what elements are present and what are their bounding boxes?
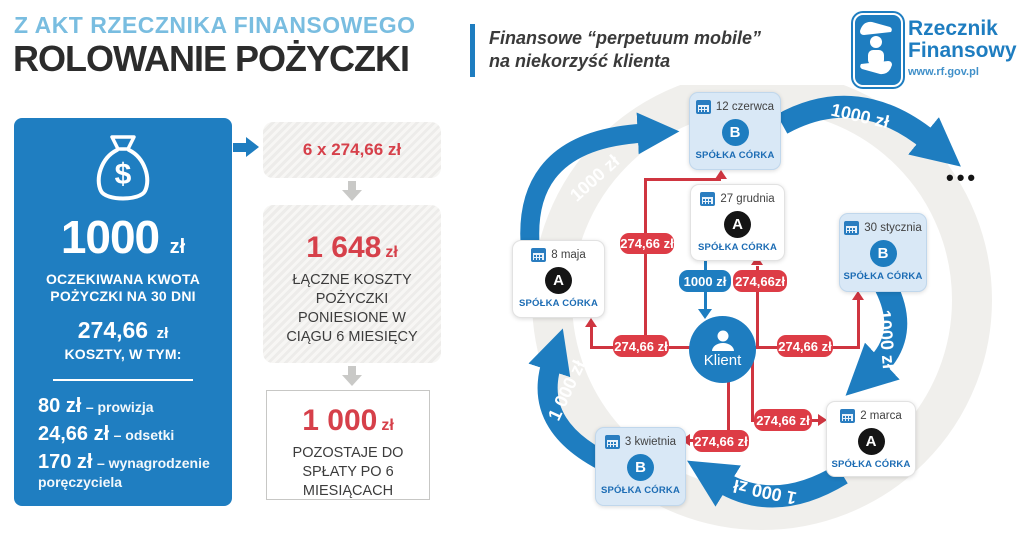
hands-person-icon — [855, 15, 897, 81]
company-box-3-kwietnia — [595, 427, 686, 506]
arc-label-right: 1000 zł — [873, 309, 900, 370]
calendar-icon — [700, 192, 715, 206]
rzecznik-finansowy-logo-icon — [853, 13, 903, 87]
kicker-text: Z AKT RZECZNIKA FINANSOWEGO — [14, 12, 416, 38]
person-icon — [710, 330, 736, 351]
connector-line — [644, 178, 721, 181]
tagline — [489, 27, 761, 73]
down-arrow-icon — [342, 181, 362, 201]
dollar-symbol: $ — [114, 158, 132, 191]
payment-badge-to-january: 274,66 zł — [777, 335, 833, 357]
logo-wordmark — [908, 18, 1017, 62]
tagline-line2: na niekorzyść klienta — [489, 51, 671, 71]
arc-label-top-left: 1000 zł — [566, 150, 624, 206]
date-label: 12 czerwca — [715, 101, 775, 113]
company-box-30-stycznia — [839, 213, 927, 292]
breakdown-item: 170 zł – wynagrodzenie poręczyciela — [38, 451, 210, 490]
company-box-27-grudnia — [690, 184, 785, 261]
calendar-icon — [840, 409, 855, 423]
date-label: 3 kwietnia — [624, 436, 677, 448]
date-label: 30 stycznia — [864, 222, 922, 234]
company-label: SPÓŁKA CÓRKA — [843, 271, 923, 282]
loan-costs-caption: KOSZTY, W TYM: — [64, 346, 182, 362]
company-box-2-marca — [826, 401, 916, 477]
company-label: SPÓŁKA CÓRKA — [518, 298, 599, 309]
loan-amount-currency: zł — [169, 236, 186, 258]
date-label: 2 marca — [860, 410, 902, 422]
logo-url: www.rf.gov.pl — [908, 66, 979, 78]
calendar-icon — [844, 221, 859, 235]
connector-line — [751, 360, 754, 422]
flow-step-installments — [263, 122, 441, 178]
loan-costs — [14, 318, 232, 346]
tagline-line1: Finansowe “perpetuum mobile” — [489, 28, 762, 48]
loan-costs-value: 274,66 — [77, 317, 149, 343]
company-letter-badge: A — [724, 211, 751, 238]
loan-purpose-line1: OCZEKIWANA KWOTA — [45, 271, 201, 287]
loan-costs-currency: zł — [156, 325, 169, 342]
company-letter-badge: B — [722, 119, 749, 146]
arrowhead-to-january — [852, 291, 864, 300]
calendar-icon — [605, 435, 620, 449]
arc-label-bottom: 1 000 zł — [731, 475, 799, 509]
tagline-divider — [470, 24, 475, 77]
company-letter-badge: B — [627, 454, 654, 481]
flow-step-total-costs — [263, 205, 441, 363]
loan-badge-from-december: 1000 zł — [679, 270, 731, 292]
loan-amount — [14, 211, 232, 271]
client-label: Klient — [703, 352, 742, 369]
company-letter-badge: A — [545, 267, 572, 294]
connector-line — [857, 299, 860, 347]
loan-summary-panel — [14, 118, 232, 506]
company-box-12-czerwca — [689, 92, 781, 170]
costs-breakdown-list — [14, 391, 232, 492]
total-costs-amount: 1 648 zł — [306, 231, 398, 264]
total-costs-caption: ŁĄCZNE KOSZTY POŻYCZKI PONIESIONE W CIĄGU 6 MIESIĘCY — [286, 272, 418, 345]
flow-start-arrow-icon — [233, 137, 260, 158]
payment-badge-to-april: 274,66 zł — [693, 430, 749, 452]
company-letter-badge: B — [870, 240, 897, 267]
connector-line — [644, 181, 647, 347]
arc-label-left: 1 000 zł — [543, 357, 590, 424]
company-label: SPÓŁKA CÓRKA — [695, 150, 775, 161]
continuation-ellipsis: ••• — [946, 165, 979, 190]
down-arrow-icon — [342, 366, 362, 386]
company-label: SPÓŁKA CÓRKA — [831, 459, 911, 470]
flow-step-remaining — [266, 390, 430, 500]
connector-line — [590, 327, 593, 347]
money-bag-icon — [14, 131, 232, 211]
calendar-icon — [696, 100, 711, 114]
arc-label-top-right: 1000 zł — [829, 99, 892, 133]
page-title: ROLOWANIE POŻYCZKI — [13, 38, 409, 79]
breakdown-item: 24,66 zł – odsetki — [38, 423, 175, 445]
installments-value: 6 x 274,66 zł — [302, 140, 402, 159]
remaining-caption: POZOSTAJE DO SPŁATY PO 6 MIESIĄCACH — [292, 445, 404, 499]
breakdown-item: 80 zł – prowizja — [38, 395, 154, 417]
company-box-8-maja — [512, 240, 605, 318]
payment-badge-to-december: 274,66zł — [733, 270, 787, 292]
payment-badge-to-march: 274,66 zł — [754, 409, 812, 431]
calendar-icon — [531, 248, 546, 262]
panel-divider — [53, 379, 193, 381]
loan-amount-value: 1000 — [60, 211, 160, 263]
arrowhead-to-may — [585, 318, 597, 327]
company-letter-badge: A — [858, 428, 885, 455]
loan-purpose-line2: POŻYCZKI NA 30 DNI — [50, 288, 196, 304]
client-node — [689, 316, 756, 383]
payment-badge-to-june: 274,66 zł — [620, 233, 674, 254]
company-label: SPÓŁKA CÓRKA — [697, 242, 778, 253]
company-label: SPÓŁKA CÓRKA — [600, 485, 681, 496]
logo-word1: Rzecznik — [908, 17, 998, 40]
date-label: 8 maja — [551, 249, 586, 261]
arrowhead-to-june — [715, 170, 727, 179]
logo-word2: Finansowy — [908, 39, 1017, 62]
date-label: 27 grudnia — [720, 193, 775, 205]
payment-badge-to-may: 274,66 zł — [613, 335, 669, 357]
remaining-amount: 1 000 zł — [302, 404, 394, 437]
